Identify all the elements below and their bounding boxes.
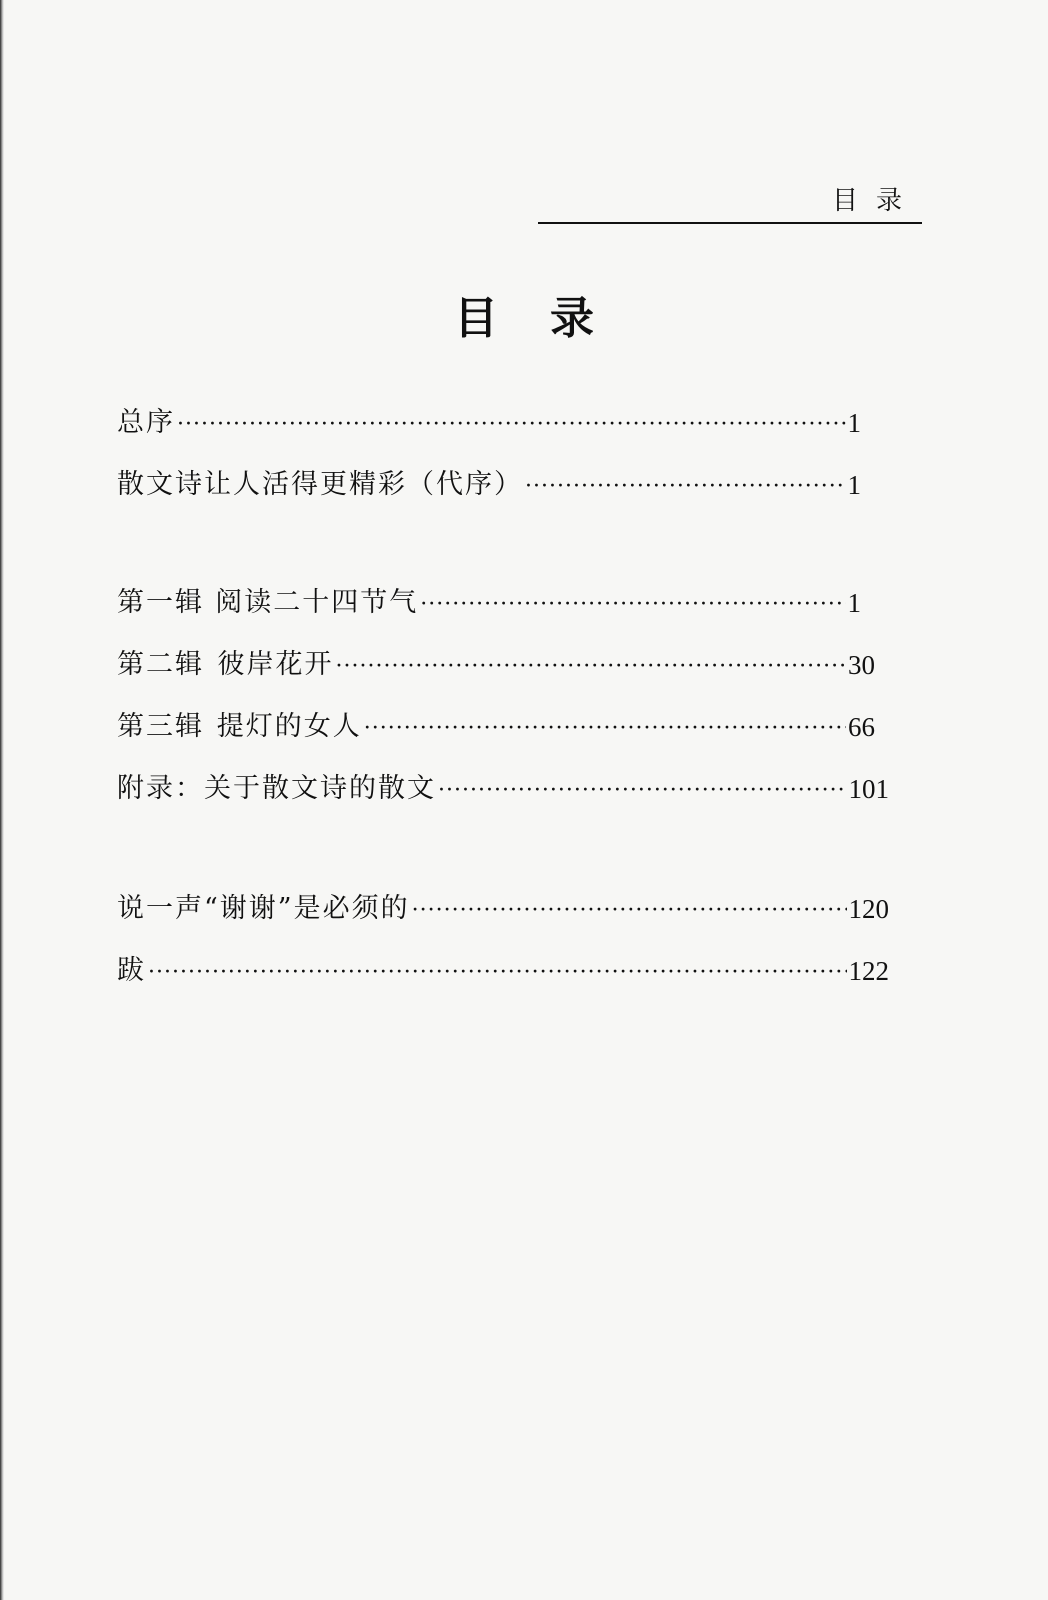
toc-entry-thanks[interactable] [117, 890, 889, 928]
toc-entry-title: 跋 [117, 955, 146, 986]
dot-leader [420, 588, 845, 622]
toc-entry-page: 1 [847, 470, 861, 500]
toc-entry-page: 1 [847, 408, 861, 438]
toc-entry-title: 总序 [117, 407, 175, 438]
toc-entry-title: 散文诗让人活得更精彩（代序） [117, 469, 523, 500]
toc-entry-label: 第三辑 [117, 711, 204, 742]
toc-entry-afterword[interactable] [117, 952, 889, 990]
toc-entry-foreword[interactable] [117, 466, 861, 504]
dot-leader [525, 470, 846, 504]
dot-leader [364, 712, 846, 746]
toc-entry-part-1[interactable] [117, 584, 861, 622]
toc-entry-page: 1 [847, 588, 861, 618]
page-edge [0, 0, 4, 1600]
toc-entry-page: 66 [848, 712, 875, 742]
toc-entry-page: 30 [848, 650, 875, 680]
toc-entry-label: 第二辑 [117, 649, 204, 680]
toc-entry-page: 122 [848, 956, 889, 986]
toc-entry-part-2[interactable] [117, 646, 875, 684]
toc-entry-title: 附录：关于散文诗的散文 [117, 773, 436, 804]
toc-entry-title: 说一声“谢谢”是必须的 [117, 893, 410, 924]
running-head [538, 180, 922, 224]
dot-leader [148, 956, 847, 990]
toc-entry-page: 101 [848, 774, 889, 804]
toc-entry-title: 彼岸花开 [217, 649, 334, 680]
dot-leader [336, 650, 847, 684]
page-title: 目录 [454, 293, 646, 344]
toc-entry-label: 第一辑 [117, 587, 204, 618]
toc-entry-title: 提灯的女人 [216, 711, 362, 742]
dot-leader [177, 408, 846, 442]
toc-entry-preface[interactable] [117, 404, 861, 442]
toc-entry-part-3[interactable] [117, 708, 875, 746]
toc-entry-title: 阅读二十四节气 [215, 587, 419, 618]
dot-leader [438, 774, 847, 808]
dot-leader [412, 894, 847, 928]
toc-entry-appendix[interactable] [117, 770, 889, 808]
toc-entry-page: 120 [848, 894, 889, 924]
running-head-text: 目录 [831, 186, 920, 216]
